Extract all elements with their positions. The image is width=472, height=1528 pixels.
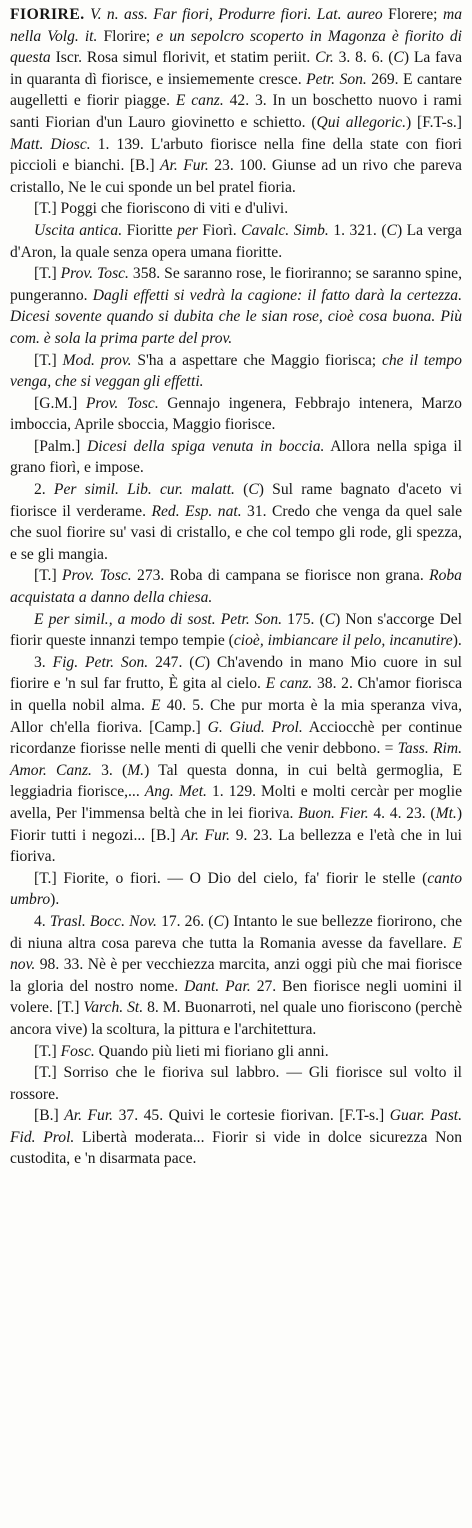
text-run: ) Sul rame bagnato d'aceto vi fiorisce il verderame. <box>10 481 462 520</box>
entry-sense-paragraph <box>10 868 462 911</box>
text-run: Allora nella spiga il grano fiorì, e impose. <box>10 437 462 477</box>
text-run: 2. <box>34 481 54 499</box>
italic-run: C <box>213 912 224 930</box>
italic-run: C <box>248 481 259 499</box>
italic-run: Guar. Past. Fid. Prol. <box>10 1107 462 1146</box>
text-run: Iscr. Rosa simul florivit, et statim periit. <box>50 49 316 67</box>
text-run: [T.] <box>34 351 63 369</box>
text-run: 40. 5. Che pur morta è la mia speranza viva, Allor ch'ella fioriva. [Camp.] <box>10 697 462 736</box>
text-run: ) Ch'avendo in mano Mio cuore in sul fiorire e 'n sul far frutto, È gita al cielo. <box>10 653 462 693</box>
text-run: 38. 2. Ch'amor fiorisca in quella nobil alma. <box>10 675 463 714</box>
text-run: 17. 26. ( <box>156 912 214 930</box>
italic-run: M. <box>127 761 145 779</box>
italic-run: che il tempo venga, che si veggan gli effetti. <box>10 351 462 391</box>
italic-run: Red. Esp. nat. <box>151 502 242 520</box>
text-run: 4. 4. 23. ( <box>368 804 436 822</box>
text-run: ) Non s'accorge Del fiorir queste innanzi tempo tempie ( <box>10 610 462 650</box>
italic-run: G. Giud. Prol. <box>207 718 303 736</box>
text-run: 3. 8. 6. ( <box>333 49 394 67</box>
entry-headword: FIORIRE. <box>10 6 85 23</box>
text-run: ) Fiorir tutti i negozi... [B.] <box>10 804 463 844</box>
entry-sense-paragraph <box>10 263 462 349</box>
italic-run: E canz. <box>175 92 224 110</box>
entry-sense-paragraph <box>10 479 462 565</box>
italic-run: E nov. <box>10 934 462 974</box>
italic-run: Uscita antica. <box>34 221 123 239</box>
italic-run: Prov. Tosc. <box>60 265 129 283</box>
text-run: ) Intanto le sue bellezze fiorirono, che di niuna altra cosa pareva che tutta la Romania avesse da favellare. <box>10 912 463 952</box>
entry-sense-paragraph <box>10 220 462 263</box>
italic-run: E canz. <box>265 675 313 693</box>
italic-run: cioè, imbiancare il pelo, incanutire <box>233 632 453 650</box>
text-run: Libertà moderata... Fiorir si vide in dolce sicurezza Non custodita, e 'n disarmata pace. <box>10 1128 462 1168</box>
text-run: 31. Credo che venga da quel sale che suol fiorire su' vasi di cristallo, e che col tempo gli rode, gli spezza, e se gli mangia. <box>10 502 462 563</box>
text-run: Fiorì. <box>197 221 242 239</box>
text-run: Acciocchè per continue ricordanze fiorisse nelle menti di quelli che venir debbono. = <box>10 718 463 758</box>
text-run: Quando più lieti mi fioriano gli anni. <box>94 1042 329 1060</box>
italic-run: Prov. Tosc. <box>85 394 159 412</box>
italic-run: Dagli effetti si vedrà la cagione: il fatto darà la certezza. Dicesi sovente quando si dubita che le sian rose, cioè cosa buona. Più com. è sola la prima parte del prov. <box>10 286 462 347</box>
text-run: 42. 3. In un boschetto nuovo i rami santi Fiorian d'un Lauro giovinetto e schietto. ( <box>10 92 463 131</box>
text-run: 247. ( <box>148 653 195 671</box>
text-run: [Palm.] <box>34 437 88 455</box>
text-run: ). <box>50 891 60 909</box>
italic-run: Tass. Rim. Amor. Canz. <box>10 740 462 779</box>
italic-run: Trasl. Bocc. Nov. <box>49 912 157 930</box>
entry-sense-paragraph <box>10 393 462 436</box>
italic-run: C <box>393 49 404 67</box>
text-run: Florere; <box>382 6 443 23</box>
italic-run: C <box>194 653 205 671</box>
entry-sense-paragraph <box>10 198 462 220</box>
italic-run: Petr. Son. <box>306 70 367 88</box>
text-run: 358. Se saranno rose, le fioriranno; se saranno spine, pungeranno. <box>10 265 462 304</box>
italic-run: Ar. Fur. <box>181 826 231 844</box>
italic-run: Cr. <box>315 49 334 67</box>
text-run: S'ha a aspettare che Maggio fiorisca; <box>131 351 382 369</box>
italic-run: Mt. <box>435 804 457 822</box>
italic-run: Roba acquistata a danno della chiesa. <box>10 567 462 607</box>
text-run: [G.M.] <box>34 394 86 412</box>
text-run: Gennajo ingenera, Febbrajo intenera, Marzo imboccia, Aprile sboccia, Maggio fiorisce. <box>10 394 462 434</box>
italic-run: canto umbro <box>10 869 462 909</box>
italic-run: E <box>150 697 161 714</box>
text-run: [T.] Fiorite, o fiori. — O Dio del cielo, fa' fiorir le stelle ( <box>34 869 428 887</box>
entry-sense-paragraph <box>10 350 462 393</box>
entry-sense-paragraph <box>10 1041 462 1063</box>
text-run: [B.] <box>34 1107 65 1125</box>
text-run: [T.] Sorriso che le fioriva sul labbro. — Gli fiorisce sul volto il rossore. <box>10 1064 462 1103</box>
italic-run: Varch. St. <box>83 999 144 1017</box>
italic-run: e un sepolcro scoperto in Magonza è fiorito di questa <box>10 27 462 67</box>
text-run: 1. 129. Molti e molti cercàr per moglie avella, Per l'immensa beltà che in lei fioriva. <box>10 783 463 822</box>
italic-run: Mod. prov. <box>62 351 132 369</box>
text-run: 269. E cantare augelletti e fiorir piagge. <box>10 70 462 110</box>
text-run: 37. 45. Quivi le cortesie fiorivan. [F.T-s.] <box>113 1107 390 1125</box>
italic-run: Buon. Fier. <box>298 804 369 822</box>
italic-run: Ang. Met. <box>144 783 207 801</box>
text-run: 9. 23. La bellezza e l'età che in lui fioriva. <box>10 826 462 866</box>
text-run: [T.] <box>34 1042 61 1060</box>
text-run: 23. 100. Giunse ad un rivo che pareva cristallo, Ne le cui sponde un bel pratel fioria. <box>10 157 462 196</box>
entry-sense-paragraph <box>10 436 462 479</box>
italic-run: Prov. Tosc. <box>61 567 132 585</box>
text-run: ) La fava in quaranta dì fiorisce, e insiememente cresce. <box>10 49 462 88</box>
entry-sense-paragraph <box>10 565 462 608</box>
text-run: ) La verga d'Aron, la quale senza opera umana fioritte. <box>10 221 462 261</box>
italic-run: E per simil., a modo di sost. Petr. Son. <box>34 610 283 628</box>
text-run: ( <box>234 481 249 499</box>
text-run: Florire; <box>97 27 157 45</box>
text-run: 1. 321. ( <box>328 221 387 239</box>
dictionary-entry-fiorire <box>10 4 462 1170</box>
text-run: [T.] <box>34 567 62 585</box>
text-run: 3. <box>34 653 53 671</box>
text-run: Fioritte <box>122 221 178 239</box>
italic-run: Dant. Par. <box>184 977 251 995</box>
text-run: 27. Ben fiorisce negli uomini il volere. [T.] <box>10 977 462 1017</box>
italic-run: C <box>324 610 336 628</box>
text-run: [T.] Poggi che fioriscono di viti e d'ulivi. <box>34 200 289 218</box>
text-run: ). <box>452 632 462 650</box>
italic-run: per <box>177 221 198 239</box>
text-run: 4. <box>34 912 50 930</box>
entry-sense-paragraph <box>10 1062 462 1105</box>
text-run: ) [F.T-s.] <box>405 113 462 131</box>
italic-run: Matt. Diosc. <box>10 135 91 153</box>
entry-sense-paragraph <box>10 652 462 868</box>
text-run: 8. M. Buonarroti, nel quale uno fioriscono (perchè ancora vive) la scoltura, la pittura e l'architettura. <box>10 999 462 1038</box>
italic-run: Qui allegoric. <box>316 113 406 131</box>
text-run: 1. 139. L'arbuto fiorisce nella fine della state con fiori piccioli e bianchi. [B.] <box>10 135 462 175</box>
entry-definition-paragraph <box>10 4 462 198</box>
italic-run: Ar. Fur. <box>159 157 209 175</box>
entry-sense-paragraph <box>10 911 462 1041</box>
text-run: ) Tal questa donna, in cui beltà germoglia, E leggiadria fiorisce,... <box>10 761 462 801</box>
italic-run: Cavalc. Simb. <box>241 221 329 239</box>
italic-run: Dicesi della spiga venuta in boccia. <box>87 437 325 455</box>
text-run: [T.] <box>34 265 61 283</box>
text-run: 273. Roba di campana se fiorisce non grana. <box>131 567 430 585</box>
italic-run: Per simil. Lib. cur. malatt. <box>53 481 235 499</box>
entry-sense-paragraph <box>10 1105 462 1170</box>
text-run: 3. ( <box>91 761 128 779</box>
italic-run: Fosc. <box>60 1042 95 1060</box>
italic-run: V. n. ass. Far fiori, Produrre fiori. Lat. aureo <box>90 6 383 23</box>
entry-sense-paragraph <box>10 609 462 652</box>
text-run: 175. ( <box>282 610 325 628</box>
italic-run: Fig. Petr. Son. <box>52 653 149 671</box>
italic-run: ma nella Volg. it. <box>10 6 462 45</box>
text-run: 98. 33. Nè è per vecchiezza marcita, anzi oggi più che mai fiorisce la gloria del nostro nome. <box>10 956 462 995</box>
italic-run: C <box>386 221 397 239</box>
italic-run: Ar. Fur. <box>64 1107 114 1125</box>
